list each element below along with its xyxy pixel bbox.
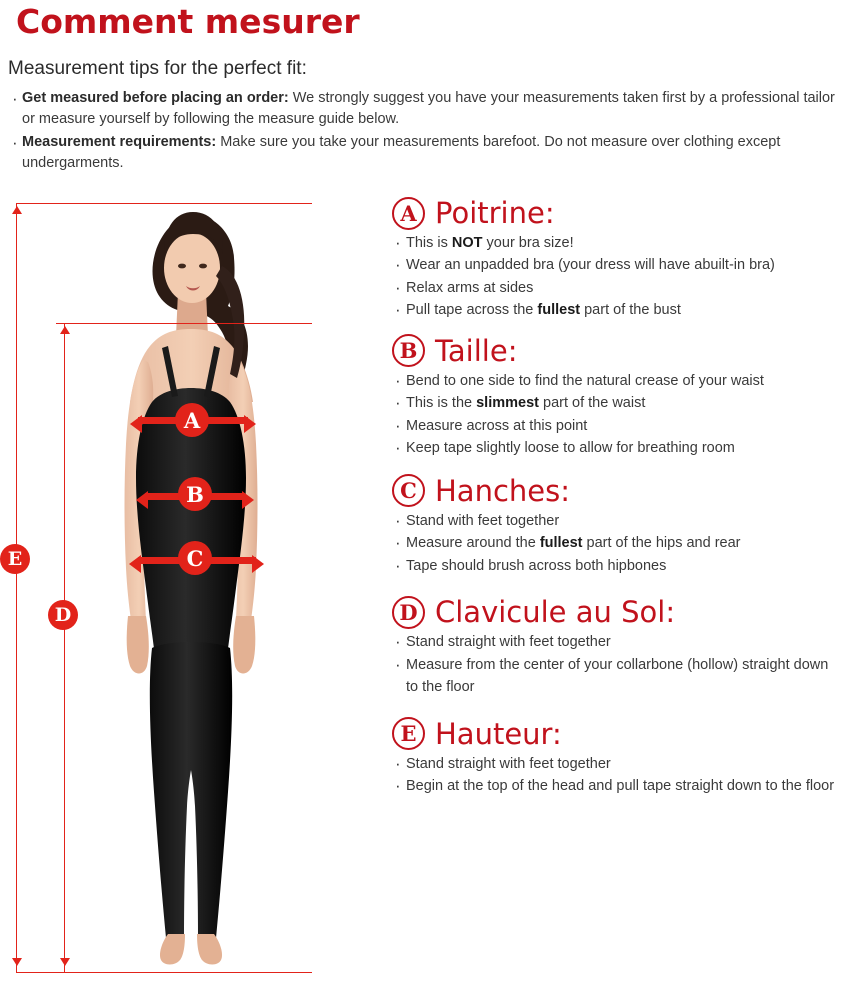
guide-section-d-bullets xyxy=(392,631,844,698)
tip-text: Make sure you take your measurements barefoot. Do not measure over clothing except undergarments. xyxy=(22,134,781,172)
bullet xyxy=(392,510,844,532)
guide-section-a-header xyxy=(392,196,844,230)
bullet xyxy=(392,254,844,276)
arrow-collarbone-bottom xyxy=(60,958,70,966)
bullet-post: part of the bust xyxy=(580,302,681,319)
dim-marker-e: E xyxy=(0,544,30,574)
arrow-height-bottom xyxy=(12,958,22,966)
bullet xyxy=(392,392,844,414)
bullet-strong: fullest xyxy=(539,535,583,552)
bullet-strong: NOT xyxy=(451,235,483,251)
bullet-pre: Wear an unpadded bra (your dress will have abuilt-in bra) xyxy=(406,257,775,274)
badge-b: B xyxy=(392,334,425,367)
badge-d: D xyxy=(392,596,425,629)
bullet-pre: Pull tape across the xyxy=(406,302,538,319)
guideline-height-vertical xyxy=(16,203,17,973)
bullet-pre: This is xyxy=(406,235,452,251)
bullet-pre: Keep tape slightly loose to allow for breathing room xyxy=(406,440,735,457)
badge-e: E xyxy=(392,717,425,750)
tip-item xyxy=(10,132,836,174)
tip-label: Get measured before placing an order: xyxy=(22,90,289,106)
arrow-waist-right xyxy=(242,491,254,509)
guide-section-e-title: Hauteur: xyxy=(435,716,562,751)
badge-c: C xyxy=(392,474,425,507)
arrow-waist-left xyxy=(136,491,148,509)
guide-section-e-header xyxy=(392,717,844,751)
guide-section-c xyxy=(392,474,844,577)
guide-section-b xyxy=(392,334,844,460)
bullet xyxy=(392,232,844,254)
guide-section-d-title: Clavicule au Sol: xyxy=(435,595,676,630)
arrow-collarbone-top xyxy=(60,326,70,334)
dim-marker-b: B xyxy=(178,477,212,511)
bullet xyxy=(392,775,844,797)
bullet-strong: slimmest xyxy=(476,395,539,412)
guideline-collarbone-to-floor xyxy=(64,324,65,972)
woman-figure-illustration xyxy=(0,196,382,983)
guide-section-d xyxy=(392,595,844,698)
tip-label: Measurement requirements: xyxy=(22,134,217,151)
guide-section-b-title: Taille: xyxy=(435,333,518,368)
arrow-hips-right xyxy=(252,555,264,573)
bullet xyxy=(392,753,844,775)
bullet-pre: Begin at the top of the head and pull tape straight down to the floor xyxy=(406,778,835,795)
measurement-tips xyxy=(10,88,836,176)
arrow-height-top xyxy=(12,206,22,214)
bullet-strong: fullest xyxy=(537,302,581,319)
bullet-pre: Relax arms at sides xyxy=(406,279,534,296)
figure-panel xyxy=(0,196,382,983)
bullet xyxy=(392,299,844,321)
guideline-head-top xyxy=(16,203,312,204)
dim-marker-d: D xyxy=(48,600,78,630)
bullet xyxy=(392,370,844,392)
bullet-pre: Stand with feet together xyxy=(406,512,560,529)
bullet xyxy=(392,654,844,699)
badge-a: A xyxy=(392,197,425,230)
bullet-pre: Measure across at this point xyxy=(406,417,588,434)
measurement-guide xyxy=(392,196,844,804)
bullet xyxy=(392,437,844,459)
dim-marker-a: A xyxy=(175,403,209,437)
bullet-pre: Tape should brush across both hipbones xyxy=(406,557,667,574)
bullet xyxy=(392,415,844,437)
bullet-post: your bra size! xyxy=(482,235,574,251)
bullet xyxy=(392,631,844,653)
guide-section-c-bullets xyxy=(392,510,844,577)
guide-section-e-bullets xyxy=(392,753,844,798)
guide-section-c-header xyxy=(392,474,844,508)
bullet-pre: This is the xyxy=(406,395,477,412)
bullet-post: part of the hips and rear xyxy=(582,535,741,552)
guide-section-b-header xyxy=(392,334,844,368)
arrow-bust-right xyxy=(244,415,256,433)
guide-section-b-bullets xyxy=(392,370,844,460)
tip-text: We strongly suggest you have your measurements taken first by a professional tailor or measure yourself by following the measure guide below. xyxy=(22,90,835,128)
guideline-floor xyxy=(16,972,312,973)
bullet-post: part of the waist xyxy=(538,395,646,412)
arrow-bust-left xyxy=(130,415,142,433)
bullet-pre: Measure around the xyxy=(406,535,540,552)
tip-item xyxy=(10,88,836,130)
guide-section-a-bullets xyxy=(392,232,844,322)
guide-section-a xyxy=(392,196,844,322)
guide-section-c-title: Hanches: xyxy=(435,473,571,508)
guide-section-a-title: Poitrine: xyxy=(435,196,555,230)
bullet-pre: Measure from the center of your collarbone (hollow) straight down to the floor xyxy=(406,656,829,696)
arrow-hips-left xyxy=(129,555,141,573)
bullet-pre: Bend to one side to find the natural crease of your waist xyxy=(406,372,764,389)
bullet-pre: Stand straight with feet together xyxy=(406,755,611,772)
guide-section-d-header xyxy=(392,595,844,629)
bullet xyxy=(392,555,844,577)
bullet xyxy=(392,532,844,554)
dim-marker-c: C xyxy=(178,541,212,575)
bullet-pre: Stand straight with feet together xyxy=(406,634,611,651)
guide-section-e xyxy=(392,717,844,798)
page-subtitle: Measurement tips for the perfect fit: xyxy=(8,58,307,79)
page-title: Comment mesurer xyxy=(16,2,360,41)
bullet xyxy=(392,277,844,299)
guideline-collarbone xyxy=(56,323,312,324)
